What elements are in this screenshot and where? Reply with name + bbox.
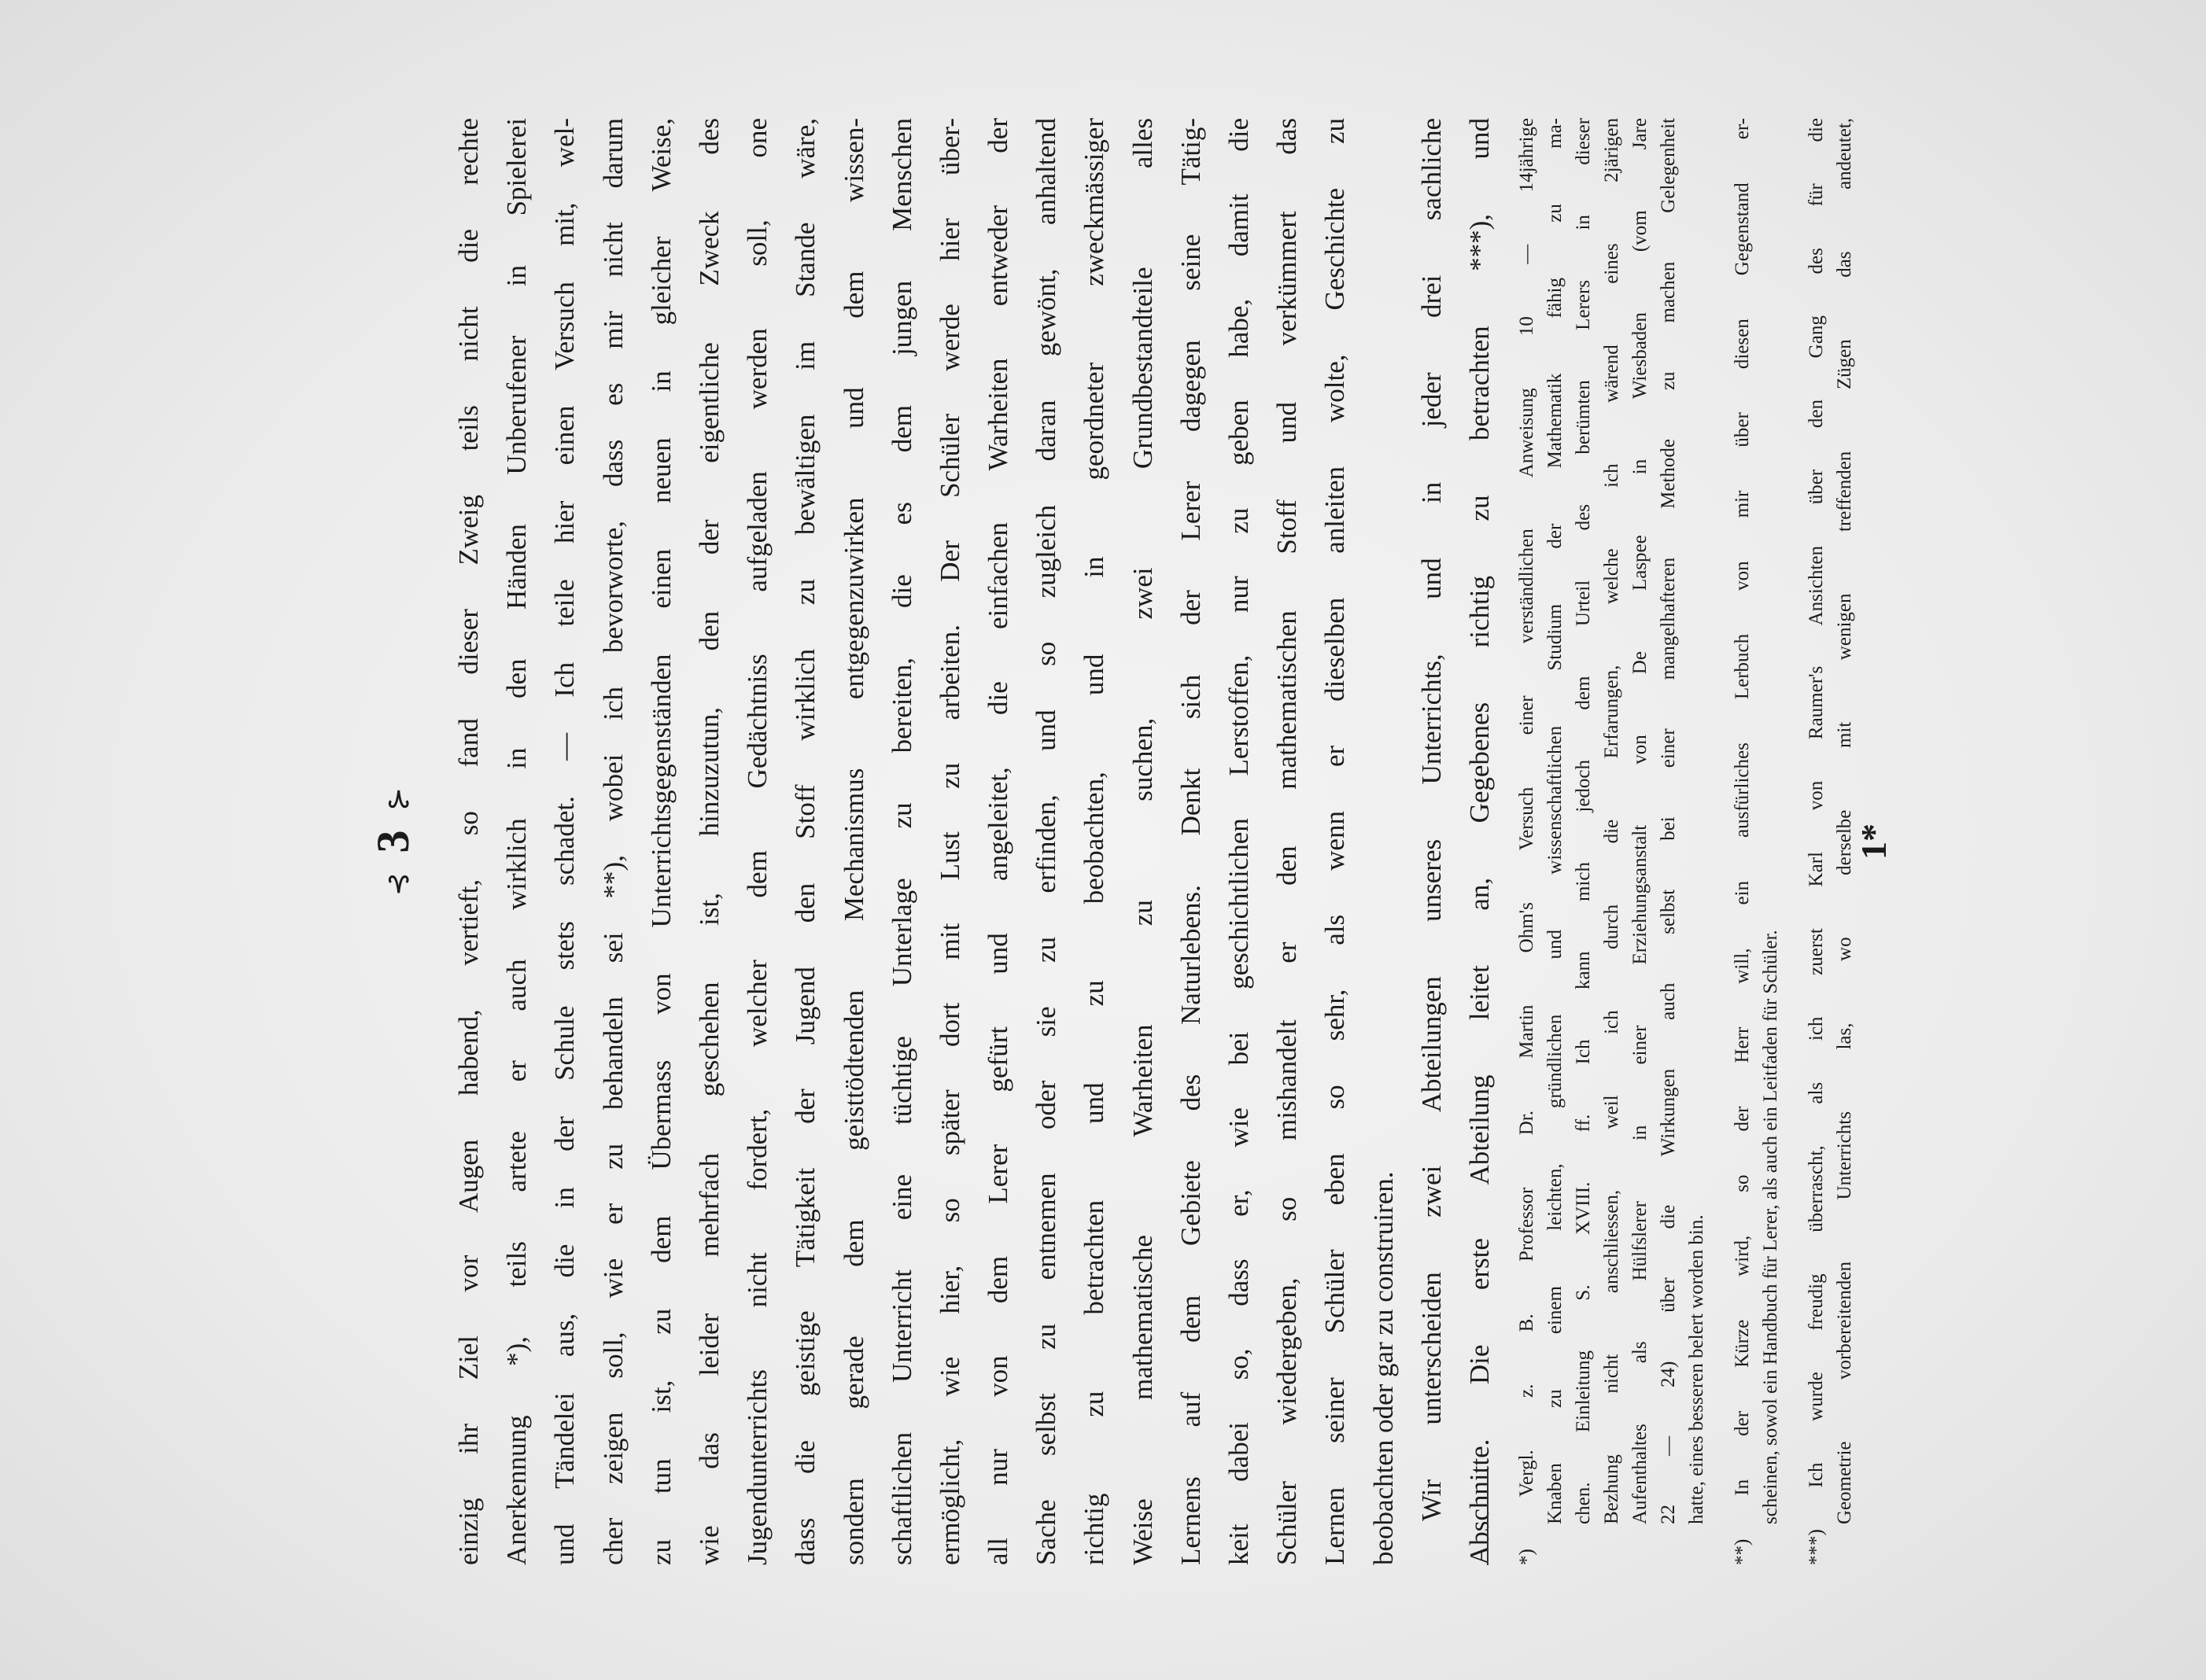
footnote-line: Bezhung nicht anschliessen, weil ich durch die Erfarungen, welche ich wärend eines 2järigen — [1601, 118, 1622, 1524]
footnote-1 — [1513, 118, 1711, 1565]
text-line: Lernens auf dem Gebiete des Naturlebens. Denkt sich der Lerer dagegen seine Tätig- — [1175, 118, 1206, 1565]
footnote-3 — [1802, 118, 1859, 1565]
text-line: Jugendunterrichts nicht fordert, welcher dem Gedächtniss aufgeladen werden soll, one — [742, 118, 773, 1565]
signature-mark: 1* — [1854, 823, 1894, 860]
footnote-line: ***) Ich wurde freudig überrascht, als ich zuerst Karl von Raumer's Ansichten über den Gang des für die — [1806, 118, 1827, 1565]
page-header — [358, 118, 429, 1565]
page-number: 3 — [367, 830, 419, 853]
footnote-line: Geometrie vorbereitenden Unterrichts las, wo derselbe mit wenigen treffenden Zügen das andeutet, — [1834, 118, 1855, 1524]
footnote-line: scheinen, sowol ein Handbuch für Lerer, als auch ein Leitfaden für Schüler. — [1760, 930, 1781, 1524]
text-line: Weise mathematische Warheiten zu suchen, zwei Grundbestandteile alles — [1127, 118, 1158, 1565]
footnote-2 — [1728, 118, 1785, 1565]
text-line: Schüler wiedergeben, so mishandelt er den mathematischen Stoff und verkümmert das — [1271, 118, 1303, 1565]
footnote-line: Knaben zu einem leichten, gründlichen und wissenschaftlichen Studium der Mathematik fähig zu ma- — [1544, 118, 1566, 1524]
text-line: wie das leider mehrfach geschehen ist, hinzuzutun, den der eigentliche Zweck des — [693, 118, 725, 1565]
ornament-right-icon: ⊱ — [382, 787, 414, 811]
main-text — [445, 118, 1503, 1565]
footnote-line: Aufenthaltes als Hülfslerer in einer Erziehungsanstalt von De Laspee in Wiesbaden (vom Jare — [1629, 118, 1651, 1524]
ornament-left-icon: ⊰ — [382, 872, 414, 897]
text-line: cher zeigen soll, wie er zu behandeln sei **), wobei ich bevorworte, dass es mir nicht darum — [597, 118, 629, 1565]
text-line: richtig zu betrachten und zu beobachten, und in geordneter zweckmässiger — [1079, 118, 1110, 1565]
footnote-line: *) Vergl. z. B. Professor Dr. Martin Ohm's Versuch einer verständlichen Anweisung 10 — 14jährige — [1516, 118, 1537, 1565]
text-line: beobachten oder gar zu construiren. — [1367, 1171, 1399, 1565]
text-line: all nur von dem Lerer gefürt und angeleitet, die einfachen Warheiten entweder der — [983, 118, 1014, 1565]
text-line: Anerkennung *), teils artete er auch wirklich in den Händen Unberufener in Spielerei — [501, 118, 533, 1565]
footnote-divider — [1487, 1471, 1488, 1565]
footnote-line: **) In der Kürze wird, so der Herr will, ein ausfürliches Lerbuch von mir über diesen Gegenstand er- — [1732, 118, 1753, 1565]
text-line: zu tun ist, zu dem Übermass von Unterrichtsgegenständen einen neuen in gleicher Weise, — [645, 118, 677, 1565]
text-line: Sache selbst zu entnemen oder sie zu erfinden, und so zugleich daran gewönt, anhaltend — [1031, 118, 1062, 1565]
footnote-line: hatte, eines besseren belert worden bin. — [1686, 1214, 1707, 1524]
text-line: Wir unterscheiden zwei Abteilungen unseres Unterrichts, und in jeder drei sachliche — [1415, 118, 1447, 1521]
text-line: dass die geistige Tätigkeit der Jugend den Stoff wirklich zu bewältigen im Stande wäre, — [790, 118, 821, 1565]
text-line: einzig ihr Ziel vor Augen habend, vertieft, so fand dieser Zweig teils nicht die rechte — [453, 118, 484, 1565]
rotated-book-page — [358, 118, 1892, 1565]
text-line: schaftlichen Unterricht eine tüchtige Unterlage zu bereiten, die es dem jungen Menschen — [886, 118, 917, 1565]
text-line: keit dabei so, dass er, wie bei geschichtlichen Lerstoffen, nur zu geben habe, damit die — [1223, 118, 1254, 1565]
text-line: Abschnitte. Die erste Abteilung leitet an, Gegebenes richtig zu betrachten ***), und — [1463, 118, 1495, 1565]
footnotes — [1513, 118, 1859, 1565]
text-line: und Tändelei aus, die in der Schule stets schadet. — Ich teile hier einen Versuch mit, wel- — [549, 118, 581, 1565]
footnote-line: chen. Einleitung S. XVIII. ff. Ich kann mich jedoch dem Urteil des berümten Lerers in dieser — [1573, 118, 1594, 1524]
text-line: sondern gerade dem geisttödtenden Mechanismus entgegenzuwirken und dem wissen- — [838, 118, 869, 1565]
footnote-line: 22 — 24) über die Wirkungen auch selbst bei einer mangelhafteren Methode zu machen Gelegenheit — [1658, 118, 1679, 1524]
text-line: Lernen seiner Schüler eben so sehr, als wenn er dieselben anleiten wolte, Geschichte zu — [1319, 118, 1351, 1565]
text-line: ermöglicht, wie hier, so später dort mit Lust zu arbeiten. Der Schüler werde hier über- — [934, 118, 965, 1565]
